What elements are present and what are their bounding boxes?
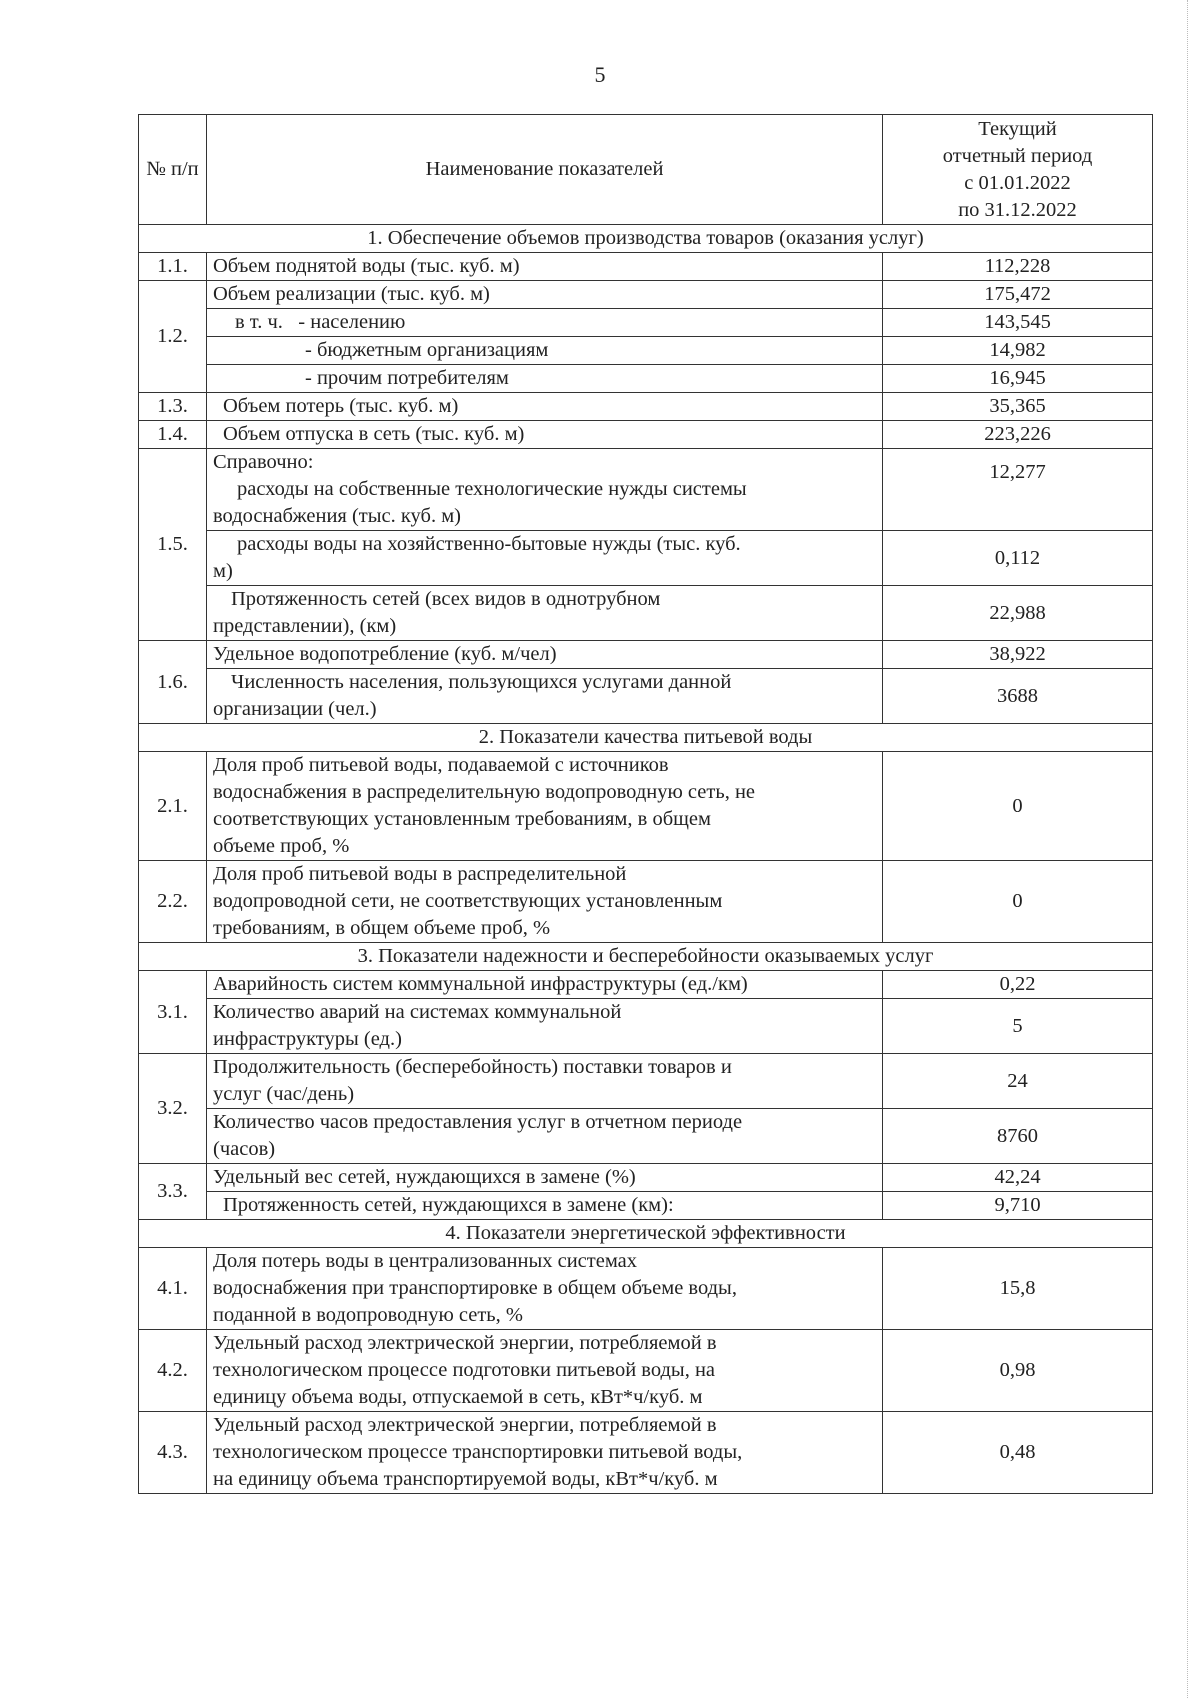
row-number: 1.6. [139,641,207,724]
row-value: 175,472 [883,281,1153,309]
table-row [139,669,1153,724]
row-value: 22,988 [883,586,1153,641]
row-value: 143,545 [883,309,1153,337]
row-value: 12,277 [883,449,1153,531]
row-indicator: Объем реализации (тыс. куб. м) [207,281,883,309]
row-value: 14,982 [883,337,1153,365]
table-row [139,253,1153,281]
row-value: 3688 [883,669,1153,724]
section-2-title: 2. Показатели качества питьевой воды [139,724,1153,752]
row-value: 8760 [883,1109,1153,1164]
table-row [139,309,1153,337]
row-number: 2.2. [139,861,207,943]
row-indicator: Протяженность сетей, нуждающихся в замене (км): [207,1192,883,1220]
header-name: Наименование показателей [207,115,883,225]
table-row [139,337,1153,365]
row-value: 0 [883,752,1153,861]
row-value: 0,22 [883,971,1153,999]
table-row [139,393,1153,421]
table-row [139,586,1153,641]
row-indicator: Доля проб питьевой воды, подаваемой с источников водоснабжения в распределительную водопроводную сеть, не соответствующих установленным требованиям, в общем объеме проб, % [207,752,883,861]
row-value: 5 [883,999,1153,1054]
header-num: № п/п [139,115,207,225]
row-indicator: - прочим потребителям [207,365,883,393]
section-heading-row [139,225,1153,253]
table-row [139,1248,1153,1330]
row-indicator: Объем поднятой воды (тыс. куб. м) [207,253,883,281]
page-number: 5 [594,62,606,87]
row-indicator: Продолжительность (бесперебойность) поставки товаров и услуг (час/день) [207,1054,883,1109]
row-number: 4.3. [139,1412,207,1494]
section-heading-row [139,724,1153,752]
row-indicator: Удельное водопотребление (куб. м/чел) [207,641,883,669]
row-indicator: Доля потерь воды в централизованных системах водоснабжения при транспортировке в общем объеме воды, поданной в водопроводную сеть, % [207,1248,883,1330]
row-number: 2.1. [139,752,207,861]
row-number: 1.5. [139,449,207,641]
row-indicator: Численность населения, пользующихся услугами данной организации (чел.) [207,669,883,724]
row-number: 3.1. [139,971,207,1054]
row-indicator: Удельный расход электрической энергии, потребляемой в технологическом процессе транспортировки питьевой воды, на единицу объема транспортируемой воды, кВт*ч/куб. м [207,1412,883,1494]
row-value: 16,945 [883,365,1153,393]
row-indicator: в т. ч. - населению [207,309,883,337]
row-number: 1.4. [139,421,207,449]
row-number: 1.2. [139,281,207,393]
table-row [139,1164,1153,1192]
section-heading-row [139,943,1153,971]
row-indicator: Удельный вес сетей, нуждающихся в замене (%) [207,1164,883,1192]
row-indicator: Объем потерь (тыс. куб. м) [207,393,883,421]
table-row [139,531,1153,586]
table-row [139,999,1153,1054]
indicators-table [138,114,1153,1494]
scan-edge-line [1187,0,1188,1698]
row-indicator: Доля проб питьевой воды в распределительной водопроводной сети, не соответствующих установленным требованиям, в общем объеме проб, % [207,861,883,943]
row-value: 15,8 [883,1248,1153,1330]
row-indicator: Удельный расход электрической энергии, потребляемой в технологическом процессе подготовки питьевой воды, на единицу объема воды, отпускаемой в сеть, кВт*ч/куб. м [207,1330,883,1412]
section-heading-row [139,1220,1153,1248]
table-row [139,1192,1153,1220]
row-indicator: - бюджетным организациям [207,337,883,365]
row-indicator: Количество аварий на системах коммунальной инфраструктуры (ед.) [207,999,883,1054]
table-row [139,752,1153,861]
row-indicator: Количество часов предоставления услуг в отчетном периоде (часов) [207,1109,883,1164]
table-row [139,641,1153,669]
row-indicator: Объем отпуска в сеть (тыс. куб. м) [207,421,883,449]
table-row [139,1412,1153,1494]
table-header-row [139,115,1153,225]
row-indicator: расходы воды на хозяйственно-бытовые нужды (тыс. куб. м) [207,531,883,586]
table-row [139,421,1153,449]
row-number: 1.1. [139,253,207,281]
row-value: 9,710 [883,1192,1153,1220]
row-value: 42,24 [883,1164,1153,1192]
row-value: 223,226 [883,421,1153,449]
row-value: 0 [883,861,1153,943]
table-row [139,1109,1153,1164]
row-indicator: Справочно: расходы на собственные технологические нужды системы водоснабжения (тыс. куб. м) [207,449,883,531]
row-value: 0,98 [883,1330,1153,1412]
table-row [139,861,1153,943]
table-row [139,1054,1153,1109]
row-number: 1.3. [139,393,207,421]
row-number: 4.1. [139,1248,207,1330]
table-row [139,1330,1153,1412]
table-row [139,365,1153,393]
row-number: 3.2. [139,1054,207,1164]
section-1-title: 1. Обеспечение объемов производства товаров (оказания услуг) [139,225,1153,253]
row-value: 0,48 [883,1412,1153,1494]
table-row [139,971,1153,999]
table-row [139,449,1153,531]
row-value: 24 [883,1054,1153,1109]
row-number: 3.3. [139,1164,207,1220]
row-indicator: Аварийность систем коммунальной инфраструктуры (ед./км) [207,971,883,999]
section-4-title: 4. Показатели энергетической эффективности [139,1220,1153,1248]
row-value: 38,922 [883,641,1153,669]
row-indicator: Протяженность сетей (всех видов в однотрубном представлении), (км) [207,586,883,641]
row-value: 0,112 [883,531,1153,586]
row-number: 4.2. [139,1330,207,1412]
section-3-title: 3. Показатели надежности и бесперебойности оказываемых услуг [139,943,1153,971]
table-row [139,281,1153,309]
row-value: 35,365 [883,393,1153,421]
row-value: 112,228 [883,253,1153,281]
header-period: Текущий отчетный период с 01.01.2022 по 31.12.2022 [883,115,1153,225]
